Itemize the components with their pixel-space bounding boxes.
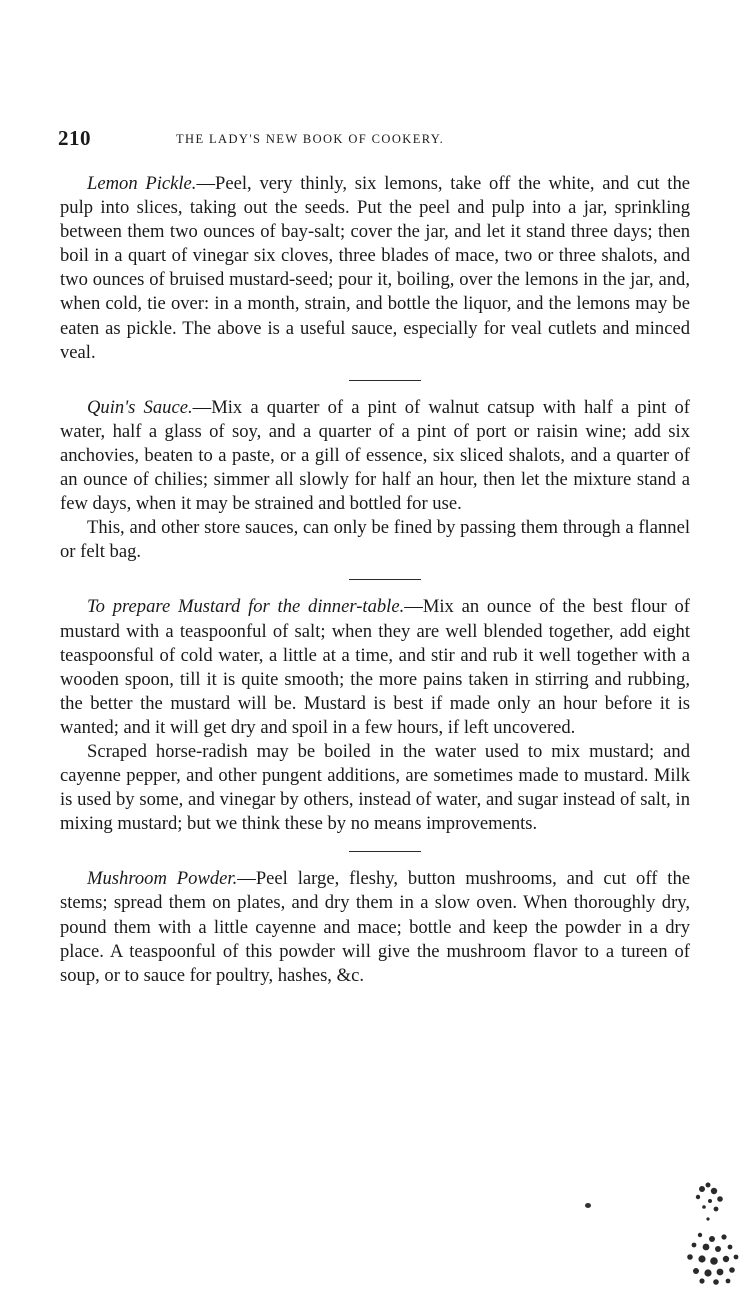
running-head xyxy=(58,126,698,156)
page-number: 210 xyxy=(58,126,91,150)
recipe-body: —Mix an ounce of the best flour of mustard with a teaspoonful of salt; when they are well blended together, add eight teaspoonsful of cold water, a little at a time, and stir and rub it well together with a wooden spoon, till it is quite smooth; the more pains taken in stirring and rubbing, the better the mustard will be. Mustard is best if made only an hour before it is wanted; and it will get dry and spoil in a few hours, if left uncovered. xyxy=(60,596,690,738)
recipe-title: Mushroom Powder. xyxy=(87,868,238,890)
recipe-body: —Peel, very thinly, six lemons, take off the white, and cut the pulp into slices, taking out the seeds. Put the peel and pulp into a jar, sprinkling between them two ounces of bay-salt; cover the jar, and let it stand three days; then boil in a quart of vinegar six cloves, three blades of mace, two or three shalots, and two ounces of bruised mustard-seed; pour it, boiling, over the lemons in the jar, and, when cold, tie over: in a month, strain, and bottle the liquor, and the lemons may be eaten as pickle. The above is a useful sauce, especially for veal cutlets and minced veal. xyxy=(60,173,690,363)
recipe-paragraph: This, and other store sauces, can only be fined by passing them through a flannel or felt bag. xyxy=(60,517,690,563)
recipe-body: —Mix a quarter of a pint of walnut catsup with half a pint of water, half a glass of soy, and a quarter of a pint of port or raisin wine; add six anchovies, beaten to a paste, or a gill of essence, six sliced shalots, and a quarter of an ounce of chilies; simmer all slowly for half an hour, then let the mixture stand a few days, when it may be strained and bottled for use. xyxy=(60,396,690,515)
recipe-mustard xyxy=(60,595,690,836)
running-title: THE LADY'S NEW BOOK OF COOKERY. xyxy=(176,132,445,146)
text-block xyxy=(60,172,690,988)
recipe-quins-sauce xyxy=(60,396,690,565)
recipe-title: To prepare Mustard for the dinner-table. xyxy=(87,596,405,618)
ink-speck xyxy=(585,1203,591,1208)
recipe-title: Quin's Sauce. xyxy=(87,396,193,418)
section-divider xyxy=(349,380,421,381)
recipe-paragraph xyxy=(60,867,690,987)
recipe-paragraph xyxy=(60,595,690,740)
recipe-paragraph xyxy=(60,396,690,516)
recipe-mushroom-powder xyxy=(60,867,690,987)
recipe-body: —Peel large, fleshy, button mushrooms, and cut off the stems; spread them on plates, and dry them in a slow oven. When thoroughly dry, pound them with a little cayenne and mace; bottle and keep the powder in a dry place. A teaspoonful of this powder will give the mushroom flavor to a tureen of soup, or to sauce for poultry, hashes, &c. xyxy=(60,868,691,986)
recipe-paragraph xyxy=(60,172,690,365)
section-divider xyxy=(349,851,421,852)
recipe-title: Lemon Pickle. xyxy=(87,173,197,194)
section-divider xyxy=(349,579,421,580)
ornament-icon xyxy=(672,1177,742,1287)
recipe-lemon-pickle xyxy=(60,172,690,365)
recipe-paragraph: Scraped horse-radish may be boiled in the water used to mix mustard; and cayenne pepper, and other pungent additions, are sometimes made to mustard. Milk is used by some, and vinegar by others, instead of water, and sugar instead of salt, in mixing mustard; but we think these by no means improvements. xyxy=(60,740,690,835)
